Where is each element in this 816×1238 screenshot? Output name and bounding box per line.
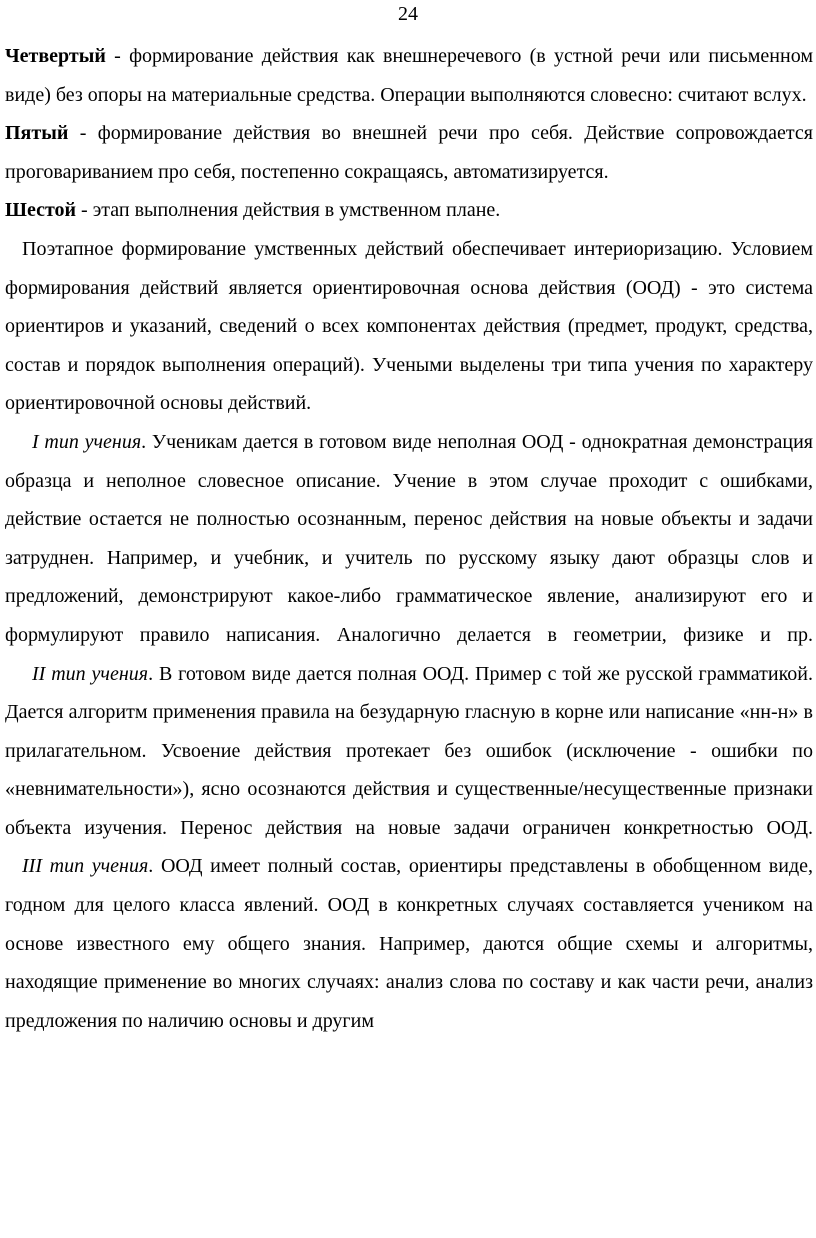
stage-description: - формирование действия как внешнеречевого (в устной речи или письменном виде) без опоры на материальные средства. Операции выполняются словесно: считают вслух.	[5, 45, 813, 106]
page-number: 24	[398, 3, 418, 25]
type-title: III тип учения	[22, 855, 149, 878]
stage-term: Пятый	[5, 122, 69, 145]
stage-term: Шестой	[5, 199, 77, 222]
type-description: . ООД имеет полный состав, ориентиры представлены в обобщенном виде, годном для целого класса явлений. ООД в конкретных случаях составляется учеником на основе известного ему общего знания. Например, даются общие схемы и алгоритмы, находящие применение во многих случаях: анализ слова по составу и как части речи, анализ предложения по наличию основы и другим	[5, 855, 814, 1032]
type-three-paragraph	[5, 847, 813, 1040]
stage-six-paragraph	[5, 191, 813, 230]
type-title: I тип учения	[32, 430, 142, 453]
stage-four-paragraph	[5, 37, 813, 114]
stage-five-paragraph	[5, 114, 813, 191]
ood-paragraph: Поэтапное формирование умственных действий обеспечивает интериоризацию. Условием формирования действий является ориентировочная основа действия (ООД) - это система ориентиров и указаний, сведений о всех компонентах действия (предмет, продукт, средства, состав и порядок выполнения операций). Учеными выделены три типа учения по характеру ориентировочной основы действий.	[5, 237, 813, 415]
stage-description: - этап выполнения действия в умственном плане.	[76, 199, 501, 222]
type-two-paragraph	[5, 655, 813, 848]
type-description: . Ученикам дается в готовом виде неполная ООД - однократная демонстрация образца и неполное словесное описание. Учение в этом случае проходит с ошибками, действие остается не полностью осознанным, перенос действия на новые объекты и задачи затруднен. Например, и учебник, и учитель по русскому языку дают образцы слов и предложений, демонстрируют какое-либо грамматическое явление, анализируют его и формулируют правило написания. Аналогично делается в геометрии, физике и пр.	[5, 430, 813, 646]
stage-description: - формирование действия во внешней речи про себя. Действие сопровождается проговариванием про себя, постепенно сокращаясь, автоматизируется.	[5, 122, 813, 183]
type-one-paragraph	[5, 423, 813, 655]
type-title: II тип учения	[32, 662, 149, 685]
stage-term: Четвертый	[5, 45, 106, 67]
type-description: . В готовом виде дается полная ООД. Пример с той же русской грамматикой. Дается алгоритм применения правила на безударную гласную в корне или написание «нн-н» в прилагательном. Усвоение действия протекает без ошибок (исключение - ошибки по «невнимательности»), ясно осознаются действия и существенные/несущественные признаки объекта изучения. Перенос действия на новые задачи ограничен конкретностью ООД.	[5, 662, 813, 839]
page-body	[5, 37, 813, 1040]
